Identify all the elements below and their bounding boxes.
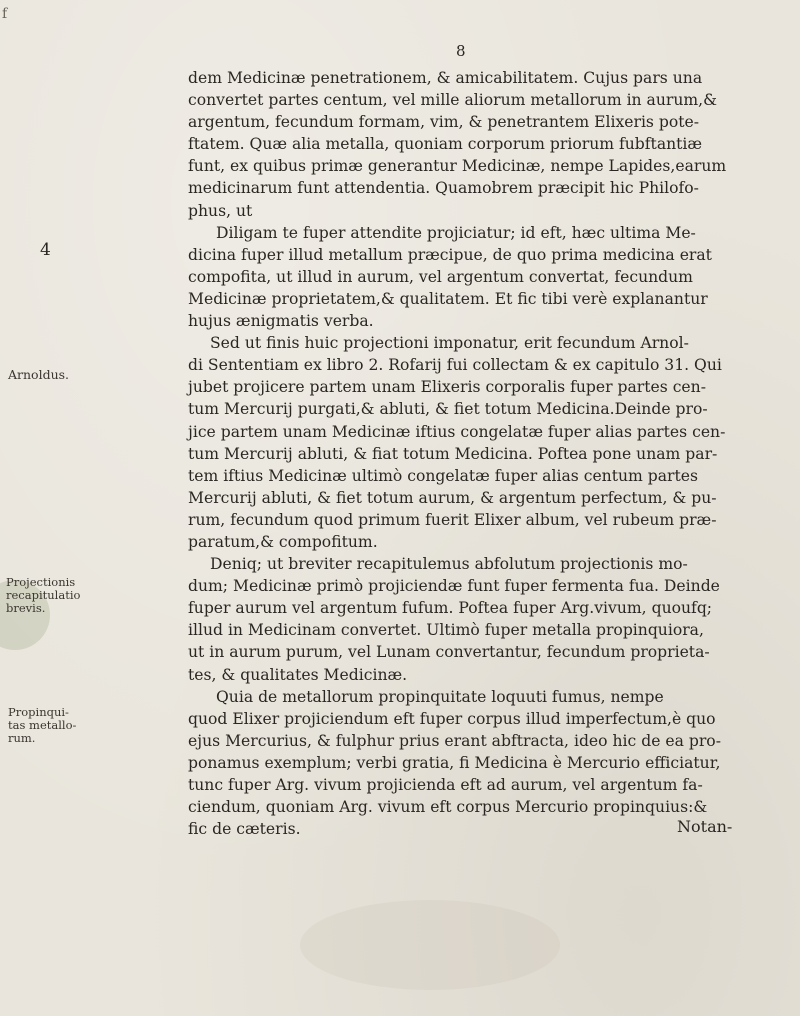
marginal-note-line: tas metallo- [8,718,77,733]
text-line: jubet projicere partem unam Elixeris corporalis fuper partes cen- [188,378,706,397]
marginal-note-arnoldus [8,368,69,381]
text-line: Sed ut finis huic projectioni imponatur, erit fecundum Arnol- [210,334,689,353]
paper-stain [300,900,560,990]
text-line: ejus Mercurius, & fulphur prius erant abftracta, ideo hic de ea pro- [188,731,721,750]
text-line: hujus ænigmatis verba. [188,312,374,331]
text-line: tes, & qualitates Medicinæ. [188,665,408,684]
text-line: Quia de metallorum propinquitate loquuti fumus, nempe [216,687,664,706]
text-line: dicina fuper illud metallum præcipue, de quo prima medicina erat [188,245,712,264]
text-line: medicinarum funt attendentia. Quamobrem præcipit hic Philofo- [188,179,699,198]
text-line: ponamus exemplum; verbi gratia, fi Medicina è Mercurio efficiatur, [188,753,721,772]
text-line: jice partem unam Medicinæ iftius congelatæ fuper alias partes cen- [188,422,726,441]
text-line: ciendum, quoniam Arg. vivum eft corpus Mercurio propinquius:& [188,798,708,817]
text-line: dem Medicinæ penetrationem, & amicabilitatem. Cujus pars una [188,69,703,87]
text-line: paratum,& compofitum. [188,532,378,551]
text-line: funt, ex quibus primæ generantur Medicinæ, nempe Lapides,earum [188,157,727,176]
text-line: tum Mercurij abluti, & fiat totum Medicina. Poftea pone unam par- [188,444,718,463]
catchword: Notan- [677,817,733,836]
text-line: ut in aurum purum, vel Lunam convertantur, fecundum proprieta- [188,643,710,662]
text-line: dum; Medicinæ primò projiciendæ funt fuper fermenta fua. Deinde [188,577,720,596]
page-number: 8 [456,42,467,60]
text-line: rum, fecundum quod primum fuerit Elixer album, vel rubeum præ- [188,510,717,529]
marginal-note-line: recapitulatio [6,588,81,603]
body-text [188,67,780,840]
text-line: ftatem. Quæ alia metalla, quoniam corporum priorum fubftantiæ [188,135,703,154]
text-line: convertet partes centum, vel mille aliorum metallorum in aurum,& [188,91,718,110]
text-line: Diligam te fuper attendite projiciatur; id eft, hæc ultima Me- [216,223,696,242]
text-line: argentum, fecundum formam, vim, & penetrantem Elixeris pote- [188,113,700,132]
text-line: fuper aurum vel argentum fufum. Poftea fuper Arg.vivum, quoufq; [188,599,713,618]
text-line: phus, ut [188,201,253,220]
text-line: compofita, ut illud in aurum, vel argentum convertat, fecundum [188,267,693,286]
edge-mark: f [2,6,8,22]
marginal-note-line: Propinqui- [8,705,69,719]
line-number: 4 [40,240,51,260]
text-line: Mercurij abluti, & fiet totum aurum, & argentum perfectum, & pu- [188,488,717,507]
marginal-note-line: Projectionis [6,575,76,589]
marginal-note-line: rum. [8,731,36,746]
text-line: tem iftius Medicinæ ultimò congelatæ fuper alias centum partes [188,466,699,485]
marginal-note-line: Arnoldus. [8,367,70,382]
marginal-note-propinquitas [8,706,76,746]
text-line: quod Elixer projiciendum eft fuper corpus illud imperfectum,è quo [188,709,716,728]
text-line: tum Mercurij purgati,& abluti, & fiet totum Medicina.Deinde pro- [188,400,708,419]
marginal-note-line: brevis. [6,601,46,616]
text-line: fic de cæteris. [188,820,301,839]
text-line: Medicinæ proprietatem,& qualitatem. Et fic tibi verè explanantur [188,289,708,308]
text-line: tunc fuper Arg. vivum projicienda eft ad aurum, vel argentum fa- [188,776,703,794]
text-line: illud in Medicinam convertet. Ultimò fuper metalla propinquiora, [188,621,704,640]
text-line: Deniq; ut breviter recapitulemus abfolutum projectionis mo- [210,555,688,574]
text-line: di Sententiam ex libro 2. Rofarij fui collectam & ex capitulo 31. Qui [188,356,722,375]
marginal-note-projectionis [6,576,80,616]
